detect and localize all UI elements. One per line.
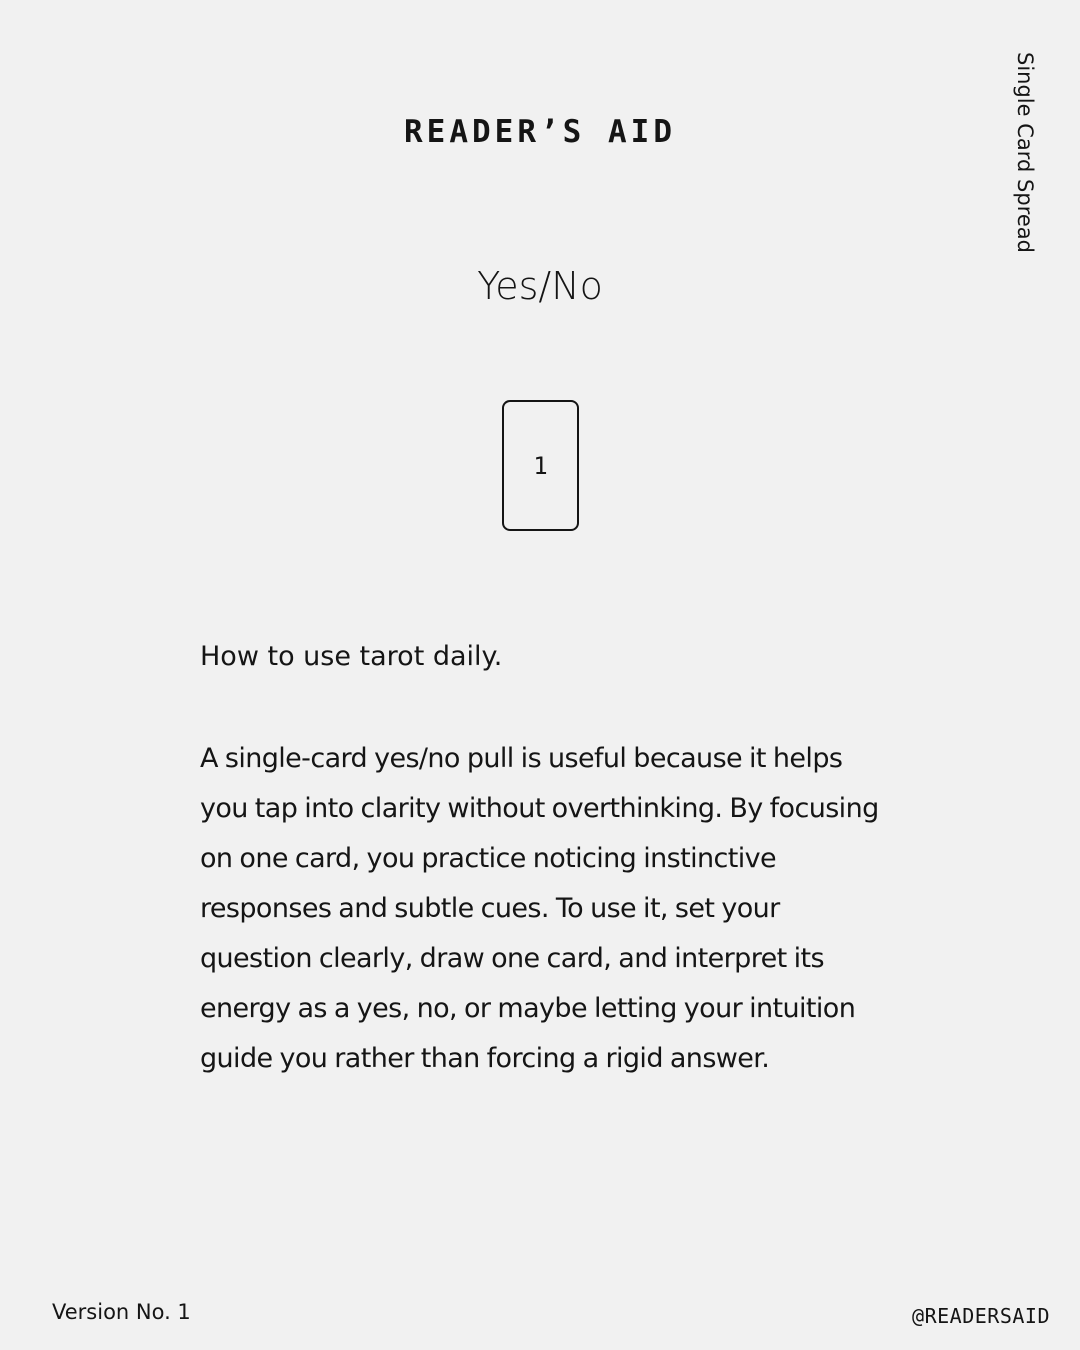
intro-text: How to use tarot daily. <box>200 641 503 672</box>
spread-type-label: Single Card Spread <box>1013 52 1037 253</box>
version-label: Version No. 1 <box>52 1300 191 1324</box>
card-number: 1 <box>533 451 548 480</box>
social-handle: @READERSAID <box>912 1304 1050 1328</box>
spread-title: Yes/No <box>477 264 603 308</box>
brand-title: READER’S AID <box>404 114 676 150</box>
card-position-1 <box>502 400 579 531</box>
body-paragraph: A single-card yes/no pull is useful because it helps you tap into clarity without overthinking. By focusing on one card, you practice noticing instinctive responses and subtle cues. To use it, set your question clearly, draw one card, and interpret its energy as a yes, no, or maybe letting your intuition guide you rather than forcing a rigid answer. <box>200 743 879 1074</box>
